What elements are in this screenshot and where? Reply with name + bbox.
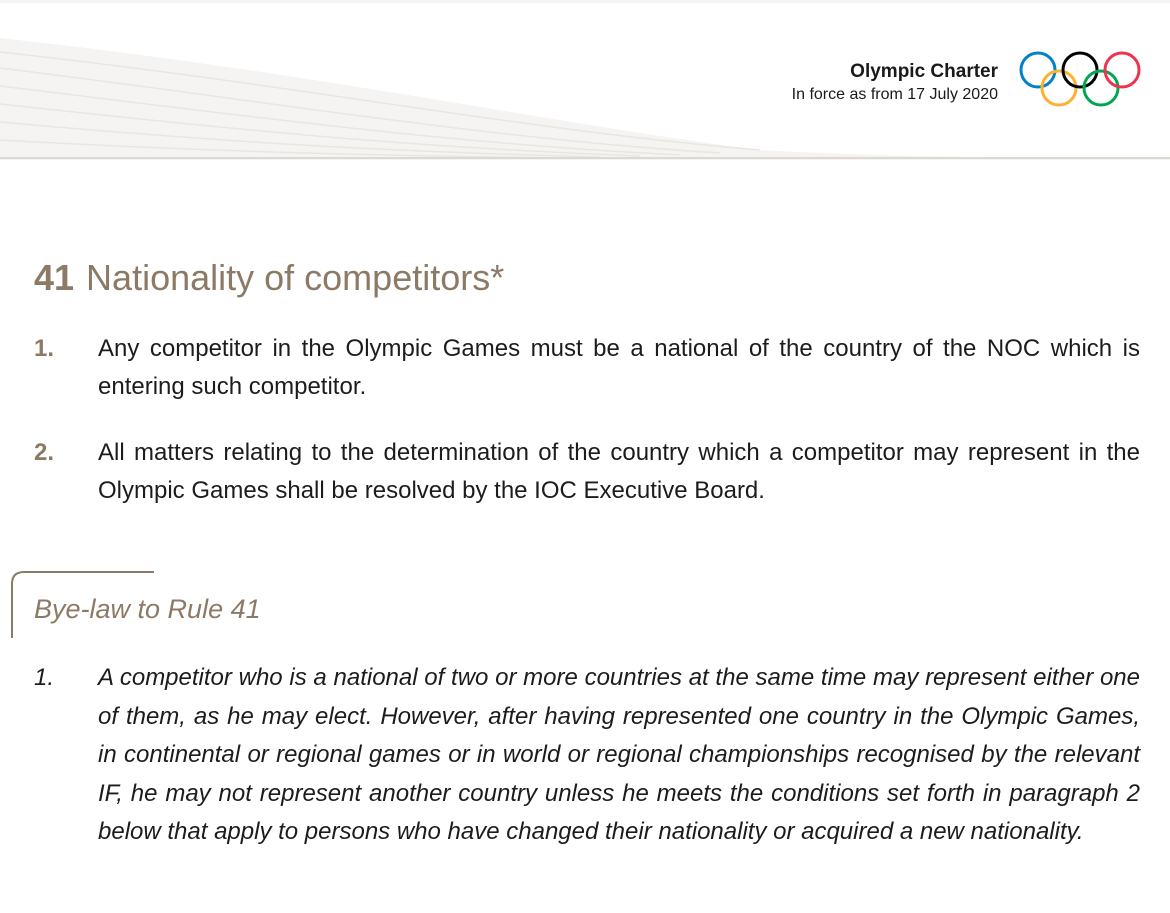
paragraph-text: A competitor who is a national of two or more countries at the same time may represent either one of them, as he may elect. However, after having represented one country in the Olympic Games, in continental or regional games or in world or regional championships recognised by the relevant IF, he may not represent another country unless he meets the conditions set forth in paragraph 2 below that apply to persons who have changed their nationality or acquired a new nationality. (98, 664, 1140, 845)
ring-black (1063, 53, 1097, 87)
paragraph-number: 1. (34, 335, 55, 362)
rule-title: Nationality of competitors* (86, 257, 505, 298)
ring-green (1084, 71, 1118, 105)
ring-blue (1021, 53, 1055, 87)
ring-red (1105, 53, 1139, 87)
byelaw-title: Bye-law to Rule 41 (34, 594, 261, 624)
ring-yellow (1042, 71, 1076, 105)
paragraph-number: 1. (34, 664, 55, 691)
document-subtitle: In force as from 17 July 2020 (791, 86, 998, 103)
rule-heading (34, 256, 504, 300)
paragraph-text: Any competitor in the Olympic Games must be a national of the country of the NOC which is entering such competitor. (98, 335, 1140, 400)
rule-number: 41 (34, 257, 75, 298)
paragraph-text: All matters relating to the determination of the country which a competitor may represent in the Olympic Games shall be resolved by the IOC Executive Board. (98, 439, 1140, 504)
byelaw-paragraph (34, 659, 1140, 852)
document-header (792, 60, 998, 106)
rule-paragraph (34, 330, 1140, 406)
rule-paragraph (34, 434, 1140, 510)
paragraph-number: 2. (34, 439, 55, 466)
document-title: Olympic Charter (850, 61, 998, 82)
olympic-rings-icon (1018, 50, 1142, 112)
